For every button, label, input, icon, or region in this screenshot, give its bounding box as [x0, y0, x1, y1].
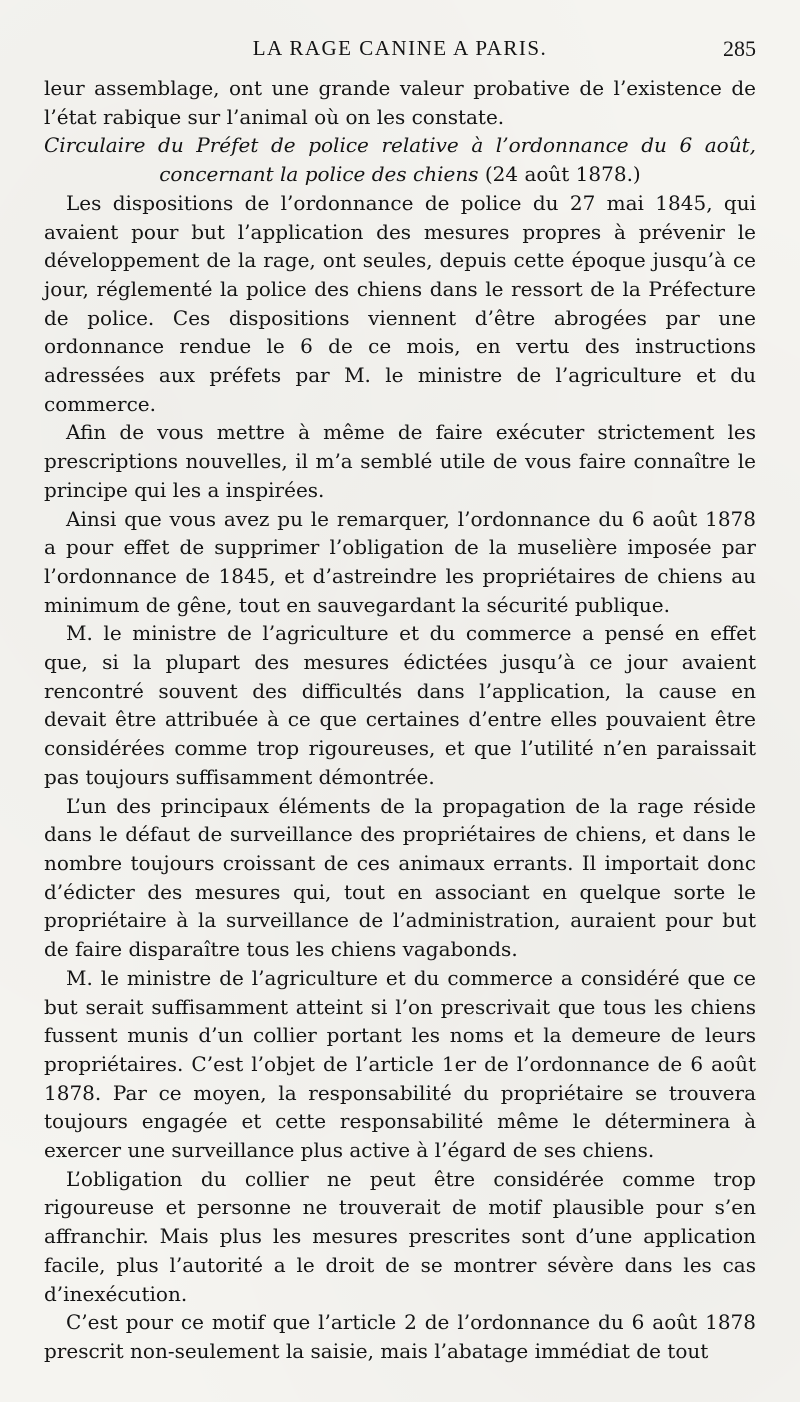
- heading-date: (24 août 1878.): [484, 162, 641, 187]
- paragraph: M. le ministre de l’agriculture et du commerce a pensé en effet que, si la plupart des mesures édictées jusqu’à ce jour avaient rencontré souvent des difficultés dans l’application, la cause en devait être attribuée à ce que certaines d’entre elles pouvaient être considérées comme trop rigoureuses, et que l’utilité n’en paraissait pas toujours suffisamment démontrée.: [44, 621, 756, 789]
- circular-heading: [44, 131, 756, 188]
- paragraph: L’obligation du collier ne peut être considérée comme trop rigoureuse et personne ne trouverait de motif plausible pour s’en affranchir. Mais plus les mesures prescrites sont d’une application facile, plus l’autorité a le droit de se montrer sévère dans les cas d’inexécution.: [44, 1166, 756, 1306]
- paragraph: Afin de vous mettre à même de faire exécuter strictement les prescriptions nouvelles, il m’a semblé utile de vous faire connaître le principe qui les a inspirées.: [44, 420, 756, 502]
- page-number: 285: [723, 36, 756, 61]
- heading-subject: concernant la police des chiens: [159, 162, 479, 187]
- paragraph: C’est pour ce motif que l’article 2 de l’ordonnance du 6 août 1878 prescrit non-seulement la saisie, mais l’abatage immédiat de tout: [44, 1310, 756, 1363]
- paragraph-continued: leur assemblage, ont une grande valeur probative de l’existence de l’état rabique sur l’animal où on les constate.: [44, 76, 756, 129]
- paragraph: Les dispositions de l’ordonnance de police du 27 mai 1845, qui avaient pour but l’application des mesures propres à prévenir le développement de la rage, ont seules, depuis cette époque jusqu’à ce jour, réglementé la police des chiens dans le ressort de la Préfecture de police. Ces dispositions viennent d’être abrogées par une ordonnance rendue le 6 de ce mois, en vertu des instructions adressées aux préfets par M. le ministre de l’agriculture et du commerce.: [44, 190, 756, 416]
- paragraph: M. le ministre de l’agriculture et du commerce a considéré que ce but serait suffisamment atteint si l’on prescrivait que tous les chiens fussent munis d’un collier portant les noms et la demeure de leurs propriétaires. C’est l’objet de l’article 1er de l’ordonnance de 6 août 1878. Par ce moyen, la responsabilité du propriétaire se trouvera toujours engagée et cette responsabilité même le déterminera à exercer une surveillance plus active à l’égard de ses chiens.: [44, 965, 756, 1163]
- body-text: [44, 74, 756, 1366]
- paragraph: L’un des principaux éléments de la propagation de la rage réside dans le défaut de surveillance des propriétaires de chiens, et dans le nombre toujours croissant de ces animaux errants. Il importait donc d’édicter des mesures qui, tout en associant en quelque sorte le propriétaire à la surveillance de l’administration, auraient pour but de faire disparaître tous les chiens vagabonds.: [44, 793, 756, 962]
- running-title: LA RAGE CANINE A PARIS.: [252, 36, 548, 60]
- heading-line-1: Circulaire du Préfet de police relative à l’ordonnance du 6 août,: [44, 133, 756, 158]
- paragraph: Ainsi que vous avez pu le remarquer, l’ordonnance du 6 août 1878 a pour effet de supprimer l’obligation de la muselière imposée par l’ordonnance de 1845, et d’astreindre les propriétaires de chiens au minimum de gêne, tout en sauvegardant la sécurité publique.: [44, 506, 756, 617]
- heading-line-2: [44, 160, 756, 189]
- page-header: [44, 36, 756, 68]
